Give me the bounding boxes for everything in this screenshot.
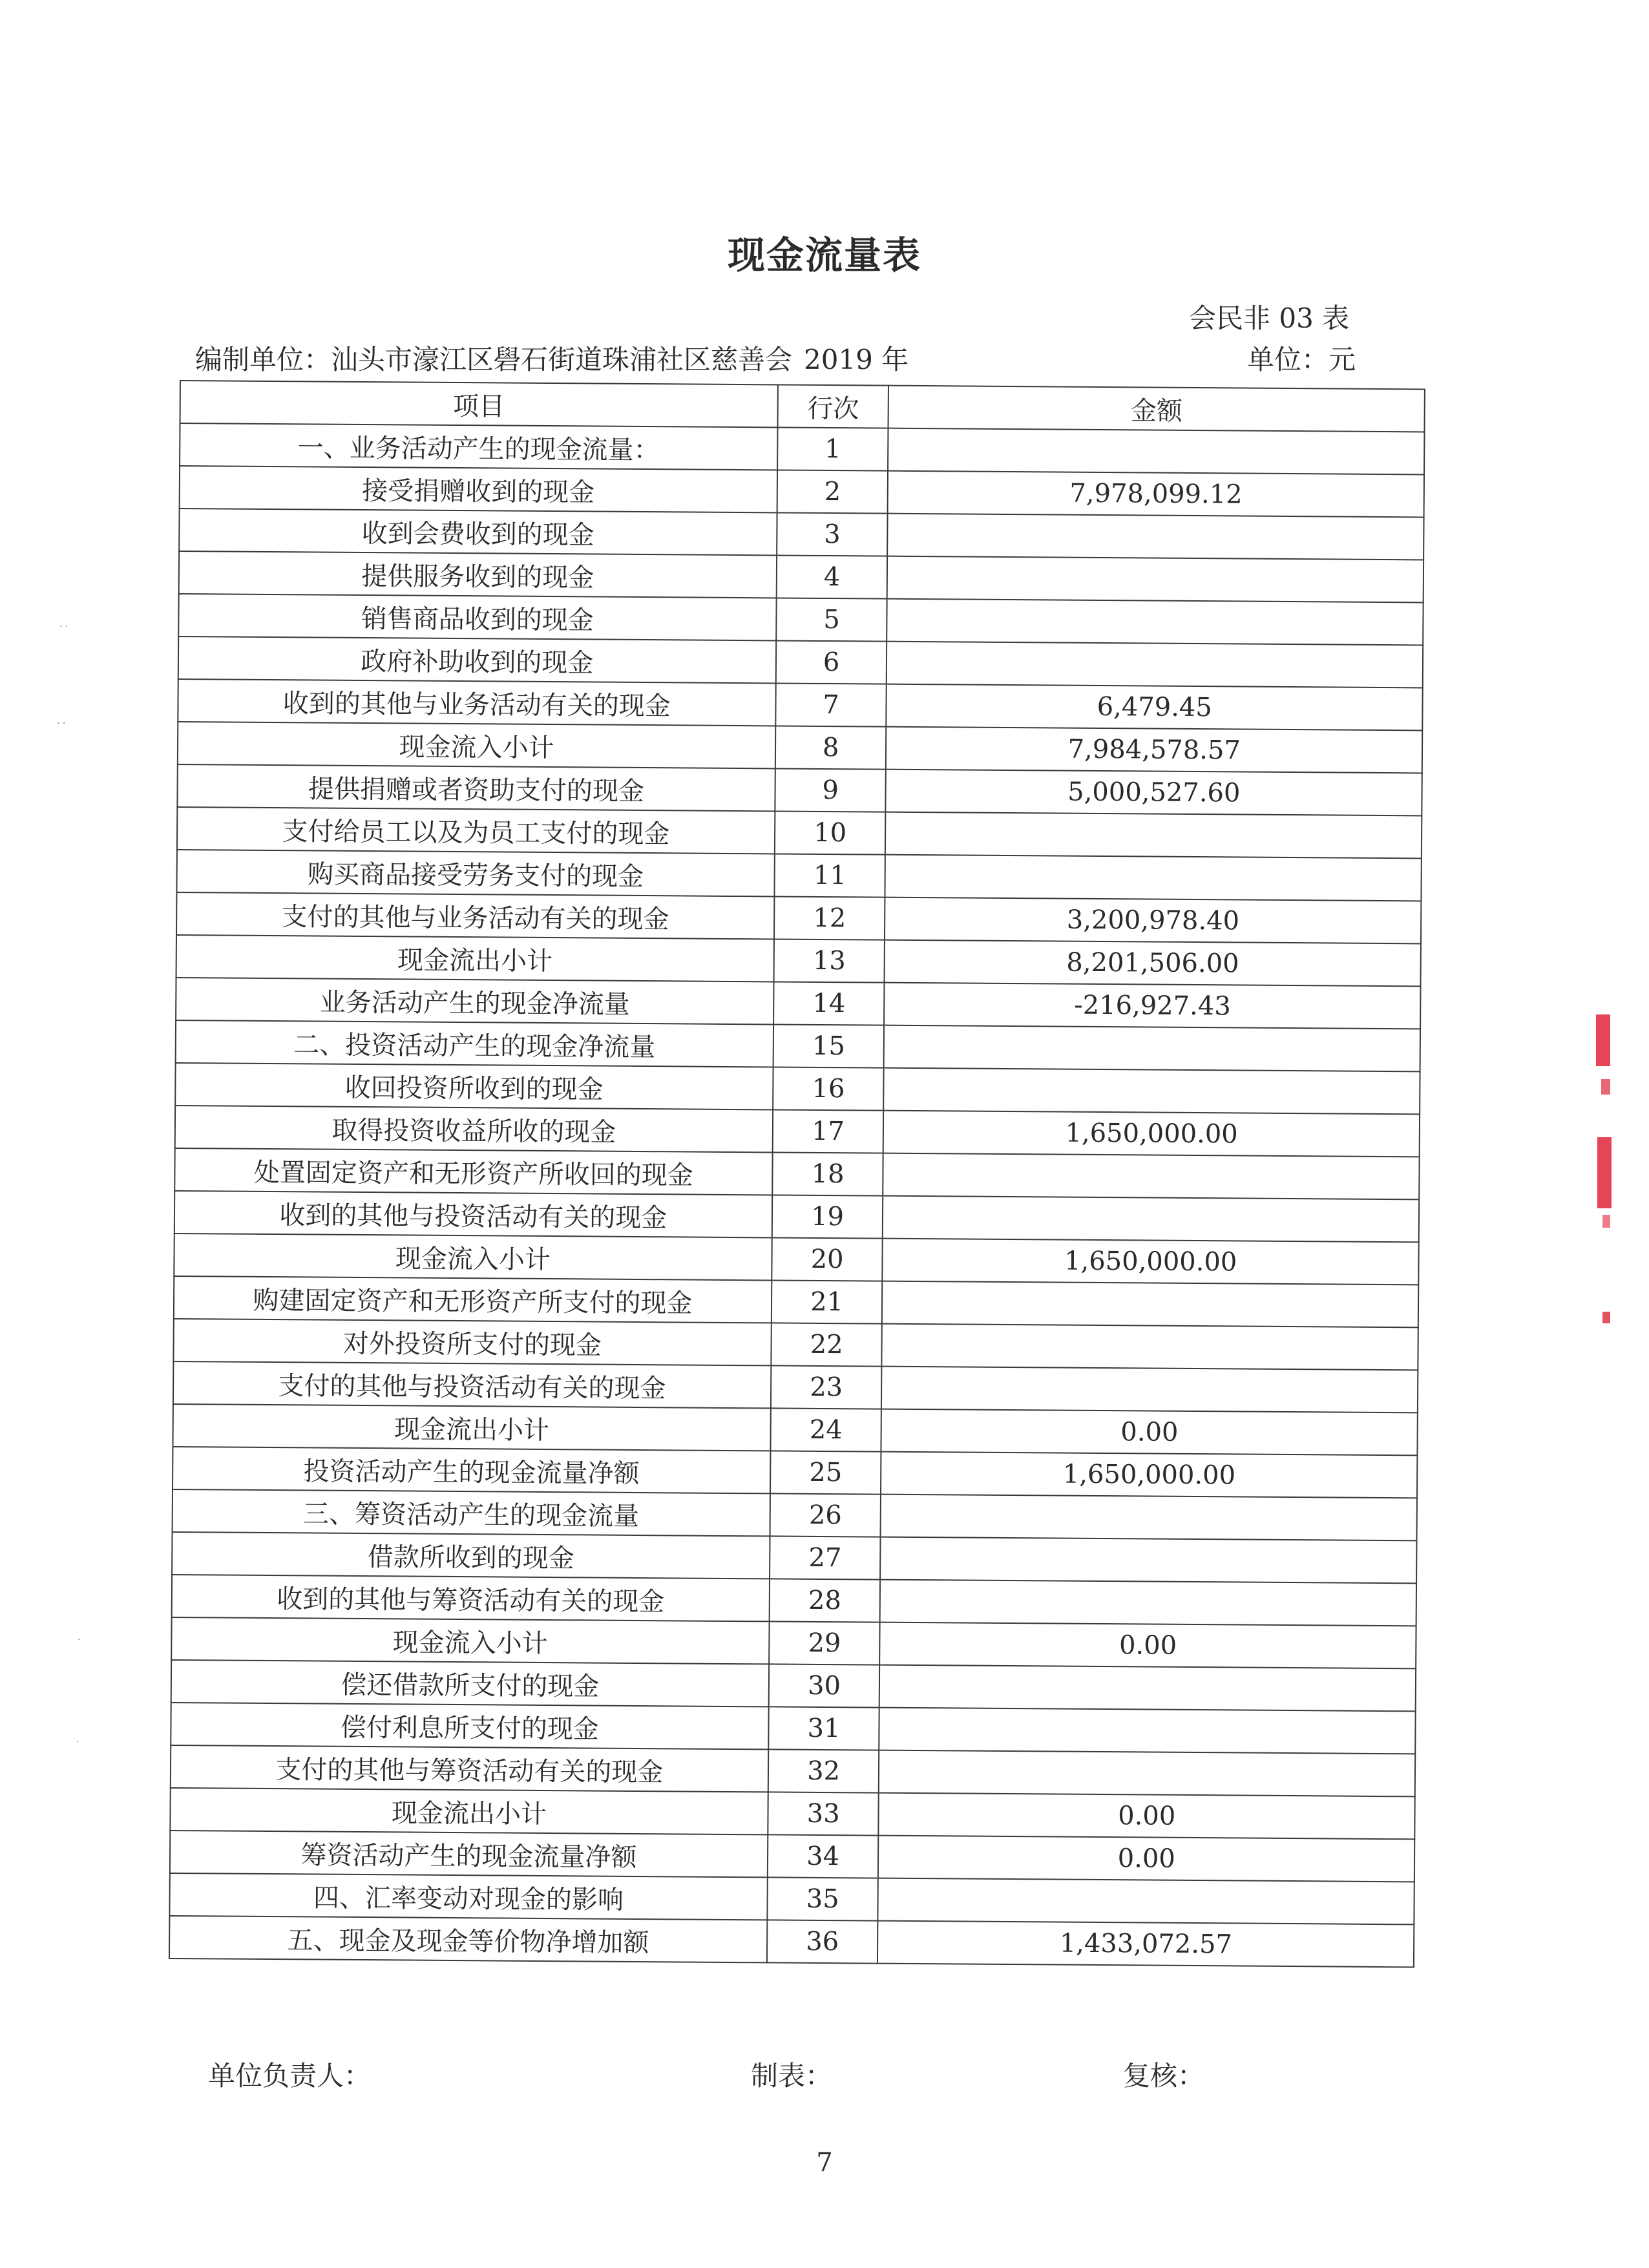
row-item-label: 收到的其他与投资活动有关的现金 — [174, 1191, 772, 1237]
seal-fragment — [1601, 1079, 1610, 1095]
row-line-number: 20 — [772, 1237, 883, 1281]
row-item-label: 收到的其他与筹资活动有关的现金 — [172, 1575, 770, 1621]
row-line-number: 14 — [773, 982, 885, 1025]
row-item-label: 购买商品接受劳务支付的现金 — [176, 850, 774, 896]
row-item-label: 支付给员工以及为员工支付的现金 — [177, 807, 775, 854]
signature-reviewer: 复核： — [1123, 2060, 1205, 2092]
organization-label: 编制单位：汕头市濠江区礐石街道珠浦社区慈善会 — [195, 344, 793, 375]
row-item-label: 一、业务活动产生的现金流量： — [180, 423, 777, 470]
row-item-label: 支付的其他与投资活动有关的现金 — [173, 1361, 771, 1408]
row-amount — [888, 514, 1424, 560]
row-line-number: 11 — [774, 854, 885, 897]
row-amount — [888, 428, 1425, 475]
row-amount — [884, 1025, 1420, 1072]
row-amount — [879, 1750, 1415, 1797]
row-line-number: 27 — [770, 1536, 881, 1579]
row-line-number: 5 — [776, 598, 887, 641]
row-line-number: 1 — [777, 427, 888, 470]
row-amount: 1,650,000.00 — [883, 1111, 1420, 1157]
cash-flow-table — [169, 380, 1425, 1968]
row-line-number: 29 — [769, 1621, 880, 1664]
row-line-number: 8 — [775, 726, 887, 769]
row-line-number: 16 — [773, 1067, 884, 1110]
row-line-number: 33 — [768, 1792, 879, 1835]
row-amount: 5,000,527.60 — [886, 770, 1422, 816]
row-amount: 0.00 — [878, 1836, 1414, 1882]
row-amount: 0.00 — [879, 1793, 1415, 1840]
row-item-label: 业务活动产生的现金净流量 — [176, 978, 773, 1024]
scan-speck: · · — [57, 719, 66, 729]
row-amount — [878, 1878, 1414, 1925]
row-amount: 1,650,000.00 — [883, 1239, 1419, 1285]
form-code: 会民非 03 表 — [1189, 302, 1350, 334]
header-item: 项目 — [180, 381, 778, 427]
row-amount — [881, 1537, 1417, 1584]
row-item-label: 现金流入小计 — [174, 1234, 772, 1280]
row-line-number: 2 — [777, 470, 888, 513]
row-line-number: 36 — [767, 1920, 878, 1963]
row-line-number: 22 — [771, 1323, 882, 1366]
seal-fragment — [1602, 1215, 1610, 1228]
row-amount: -216,927.43 — [885, 983, 1421, 1029]
row-item-label: 提供服务收到的现金 — [179, 551, 777, 598]
row-item-label: 收到的其他与业务活动有关的现金 — [178, 679, 775, 726]
row-amount — [887, 556, 1423, 603]
row-item-label: 现金流出小计 — [170, 1788, 768, 1834]
row-amount: 6,479.45 — [887, 684, 1423, 731]
row-line-number: 19 — [772, 1195, 883, 1238]
row-line-number: 3 — [777, 512, 888, 556]
row-line-number: 26 — [770, 1493, 881, 1537]
row-item-label: 支付的其他与业务活动有关的现金 — [176, 892, 774, 939]
seal-fragment — [1597, 1137, 1612, 1208]
row-amount — [882, 1281, 1418, 1328]
row-item-label: 政府补助收到的现金 — [178, 636, 776, 683]
row-item-label: 现金流入小计 — [171, 1617, 769, 1664]
row-line-number: 6 — [776, 640, 887, 684]
scan-speck: · — [78, 1635, 81, 1645]
row-item-label: 收回投资所收到的现金 — [175, 1063, 773, 1109]
row-amount — [881, 1495, 1417, 1541]
row-amount: 8,201,506.00 — [885, 940, 1421, 987]
row-item-label: 筹资活动产生的现金流量净额 — [170, 1831, 768, 1877]
row-amount — [883, 1153, 1420, 1200]
row-item-label: 现金流出小计 — [176, 935, 774, 982]
row-line-number: 15 — [773, 1024, 884, 1067]
row-line-number: 34 — [768, 1834, 879, 1878]
row-line-number: 28 — [769, 1579, 880, 1622]
row-amount — [880, 1580, 1416, 1626]
row-amount: 7,984,578.57 — [886, 727, 1422, 773]
row-amount — [881, 1367, 1418, 1413]
row-item-label: 三、筹资活动产生的现金流量 — [173, 1489, 770, 1536]
row-amount — [879, 1708, 1416, 1754]
row-item-label: 投资活动产生的现金流量净额 — [173, 1447, 770, 1493]
row-item-label: 对外投资所支付的现金 — [173, 1319, 771, 1365]
row-line-number: 30 — [768, 1664, 879, 1707]
row-line-number: 35 — [767, 1877, 878, 1920]
row-amount — [882, 1324, 1418, 1370]
row-amount: 0.00 — [880, 1622, 1416, 1669]
row-amount: 7,978,099.12 — [888, 471, 1424, 518]
scan-speck: · · — [59, 622, 68, 632]
row-amount: 1,650,000.00 — [881, 1452, 1417, 1498]
page-number: 7 — [816, 2148, 833, 2178]
row-item-label: 偿付利息所支付的现金 — [171, 1703, 768, 1749]
row-line-number: 4 — [776, 555, 887, 598]
organization-line — [195, 339, 909, 377]
row-line-number: 23 — [771, 1365, 882, 1409]
row-item-label: 处置固定资产和无形资产所收回的现金 — [174, 1148, 772, 1195]
row-amount — [885, 812, 1422, 859]
header-amount: 金额 — [888, 386, 1425, 432]
row-line-number: 10 — [775, 811, 886, 854]
report-year: 2019 年 — [804, 344, 909, 375]
row-line-number: 25 — [770, 1451, 881, 1494]
row-line-number: 18 — [772, 1152, 883, 1195]
row-item-label: 接受捐赠收到的现金 — [180, 466, 777, 512]
page-title: 现金流量表 — [727, 233, 921, 277]
row-line-number: 9 — [775, 768, 886, 812]
row-line-number: 12 — [774, 896, 885, 940]
currency-unit: 单位：元 — [1247, 344, 1356, 375]
table-row — [169, 1916, 1414, 1967]
row-line-number: 31 — [768, 1706, 879, 1750]
row-item-label: 偿还借款所支付的现金 — [171, 1660, 769, 1706]
row-item-label: 支付的其他与筹资活动有关的现金 — [171, 1745, 768, 1792]
row-item-label: 二、投资活动产生的现金净流量 — [176, 1020, 773, 1067]
row-line-number: 13 — [773, 939, 885, 982]
row-amount — [887, 599, 1423, 646]
row-item-label: 提供捐赠或者资助支付的现金 — [177, 764, 775, 811]
row-line-number: 7 — [775, 683, 887, 726]
row-line-number: 17 — [772, 1109, 883, 1153]
row-amount — [884, 1068, 1420, 1115]
row-amount — [883, 1196, 1419, 1243]
row-amount: 0.00 — [881, 1409, 1418, 1456]
row-amount — [885, 855, 1422, 901]
header-row-number: 行次 — [777, 384, 888, 428]
seal-fragment — [1596, 1014, 1610, 1066]
row-line-number: 21 — [772, 1280, 883, 1323]
row-amount — [887, 642, 1423, 688]
row-amount: 1,433,072.57 — [877, 1921, 1414, 1968]
scan-speck: · — [76, 1737, 79, 1747]
seal-fragment — [1602, 1312, 1610, 1323]
row-item-label: 销售商品收到的现金 — [178, 594, 776, 640]
signature-preparer: 制表： — [751, 2060, 833, 2092]
row-item-label: 四、汇率变动对现金的影响 — [169, 1873, 767, 1920]
row-amount — [879, 1665, 1416, 1712]
row-line-number: 24 — [770, 1408, 881, 1451]
row-item-label: 现金流入小计 — [178, 722, 775, 768]
row-item-label: 收到会费收到的现金 — [179, 509, 777, 555]
row-line-number: 32 — [768, 1749, 879, 1792]
signature-unit-head: 单位负责人： — [208, 2060, 372, 2092]
row-item-label: 购建固定资产和无形资产所支付的现金 — [174, 1276, 772, 1323]
row-item-label: 取得投资收益所收的现金 — [175, 1106, 773, 1152]
row-amount: 3,200,978.40 — [885, 898, 1421, 944]
row-item-label: 五、现金及现金等价物净增加额 — [169, 1916, 767, 1962]
row-item-label: 借款所收到的现金 — [172, 1532, 770, 1579]
row-item-label: 现金流出小计 — [173, 1404, 770, 1451]
